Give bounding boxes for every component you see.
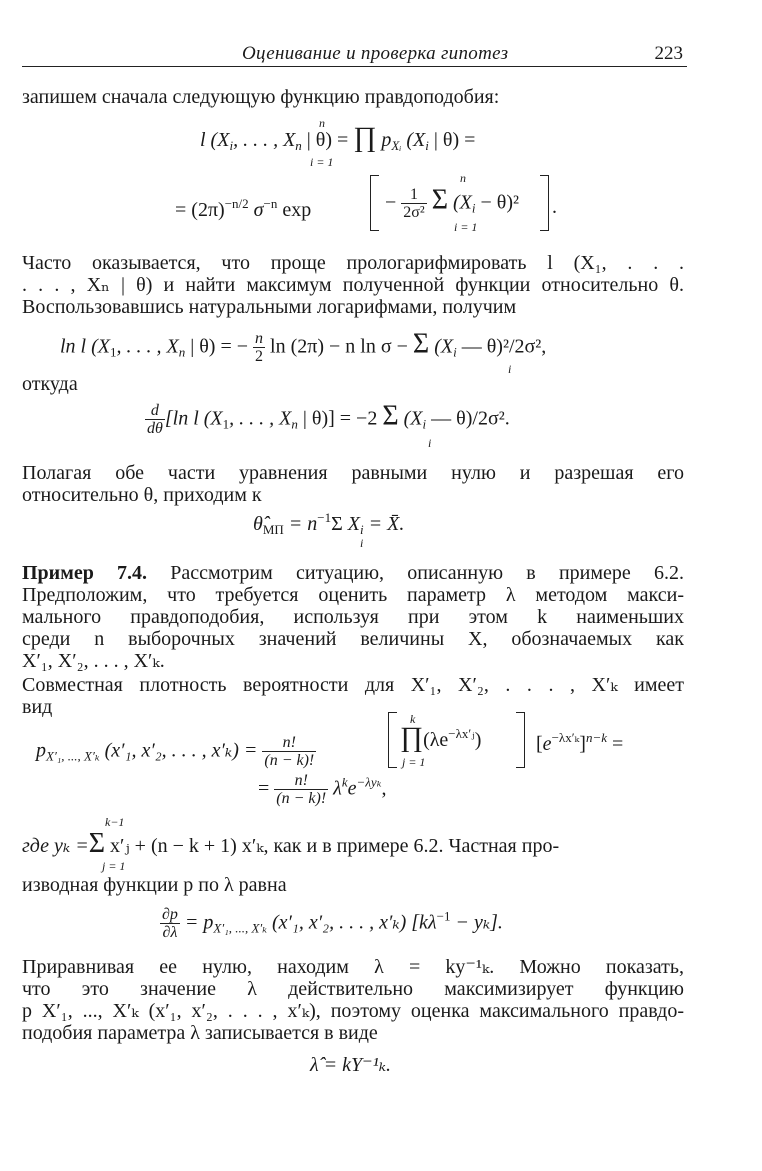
sum-symbol: Σ [412,328,430,360]
para8-line1: Приравнивая ее нулю, находим λ = ky⁻¹ₖ. Можно показать, [22,956,684,978]
sum-index: i [428,436,432,450]
example-line4: среди n выборочных значений величины X, обозначаемых как [22,628,684,650]
sum-symbol: Σ [382,400,399,432]
sum-symbol: Σ [88,828,106,859]
para4-line1: Полагая обе части уравнения равными нулю и разрешая его [22,462,684,484]
para5-line1: Совместная плотность вероятности для X′₁, X′₂, . . . , X′ₖ имеет [22,674,684,696]
prod-upper-limit: n [319,116,325,130]
para6-line1: где yₖ =Σ x′ⱼ + (n − k + 1) x′ₖ, как и в примере 6.2. Частная про- [22,828,560,859]
example-label: Пример 7.4. [22,562,148,584]
para8-line3: p X′₁, ..., X′ₖ (x′₁, x′₂, . . . , x′ₖ), поэтому оценка максимального правдо- [22,1000,684,1022]
sum-index: i [508,362,512,376]
left-bracket [388,712,397,768]
para8-line2: что это значение λ действительно максимизирует функцию [22,978,684,1000]
para2-line3: Воспользовавшись натуральными логарифмами, получим [22,296,517,318]
example-line3: мального правдоподобия, используя при этом k наименьших [22,606,684,628]
sum-index: i [360,536,364,550]
product-term: $\prod(\lambda e^{-\lambda x'ⱼ})$ [400,722,482,753]
left-bracket [370,175,379,231]
running-header [22,40,687,67]
log-likelihood-eq: ln l ($X_1$, . . . , $X_n$ | θ) = − $\frac{n}{2}$ ln (2π) − n ln σ − Σ ($X_i$ — θ)²/2σ², [60,328,547,365]
lambda-estimate-eq: λ̂ = kY⁻¹ₖ. [310,1054,392,1076]
hence-word: откуда [22,373,78,395]
likelihood-eq-line2: = $(2\pi)^{-n/2}$ $\sigma^{-n}$ exp [175,196,312,221]
example-line2: Предположим, что требуется оценить параметр λ методом макси- [22,584,684,606]
sum-symbol: Σ [431,184,448,216]
sum-upper-limit: k−1 [105,815,125,829]
sum-upper-limit: n [460,171,466,185]
product-symbol: ∏ [353,122,377,153]
example-line5: X′₁, X′₂, . . . , X′ₖ. [22,650,165,672]
sum-lower-limit: j = 1 [102,859,126,873]
para4-line2: относительно θ, приходим к [22,484,262,506]
right-bracket [540,175,549,231]
para2-line1: Часто оказывается, что проще прологарифмировать l (X₁, . . . [22,252,684,274]
page-number: 223 [654,43,683,64]
para8-line4: подобия параметра λ записывается в виде [22,1022,378,1044]
exp-bracket-term: $[e^{-\lambda x'_k}]^{n-k}$ = [536,730,624,755]
joint-density-eq-line2: = $\frac{n!}{(n - k)!}$ $\lambda^ke^{-\lambda y_k}$, [258,772,387,807]
partial-derivative-eq: $\frac{\partial p}{\partial\lambda}$ = $p_{X'_1, ..., X'_k}$ (x′₁, x′₂, . . . , x′ₖ) $[k\lambda^{-1} - y_k]$. [162,906,503,941]
product-symbol: ∏ [400,722,424,753]
right-bracket [516,712,525,768]
derivative-eq: $\frac{d}{d\theta}$ [ln l ($X_1$, . . . , $X_n$ | θ)] = −2 Σ ($X_i$ — θ)/2σ². [147,400,510,437]
prod-lower-limit: i = 1 [310,155,334,169]
bracket-content: − $\frac{1}{\text{2σ²}}$ Σ $(X_i - \theta)^2$ [385,184,520,221]
prod-lower-limit: j = 1 [402,755,426,769]
intro-line: запишем сначала следующую функцию правдоподобия: [22,86,500,108]
para6-line2: изводная функции p по λ равна [22,874,287,896]
para2-line2: . . . , Xₙ | θ) и найти максимум полученной функции относительно θ. [22,274,684,296]
prod-upper-limit: k [410,712,416,726]
ml-estimate-eq: $\thetâ_{МП} = n^{-1}\Sigma$ $X_i$ = X̄. [253,510,405,537]
joint-density-eq-line1: $p_{X'_1, ..., X'_k}$ (x′₁, x′₂, . . . , x′ₖ) = $\frac{n!}{(n - k)!}$ [36,734,315,769]
sum-lower-limit: i = 1 [454,220,478,234]
para5-line2: вид [22,696,53,718]
likelihood-eq-line1: l ($X_i$, . . . , $X_n$ | θ) = ∏ $p_{Xᵢ}$ ($X_i$ | θ) = [200,122,476,153]
running-title: Оценивание и проверка гипотез [242,43,509,64]
example-line1: Пример 7.4. Рассмотрим ситуацию, описанную в примере 6.2. [22,562,684,584]
